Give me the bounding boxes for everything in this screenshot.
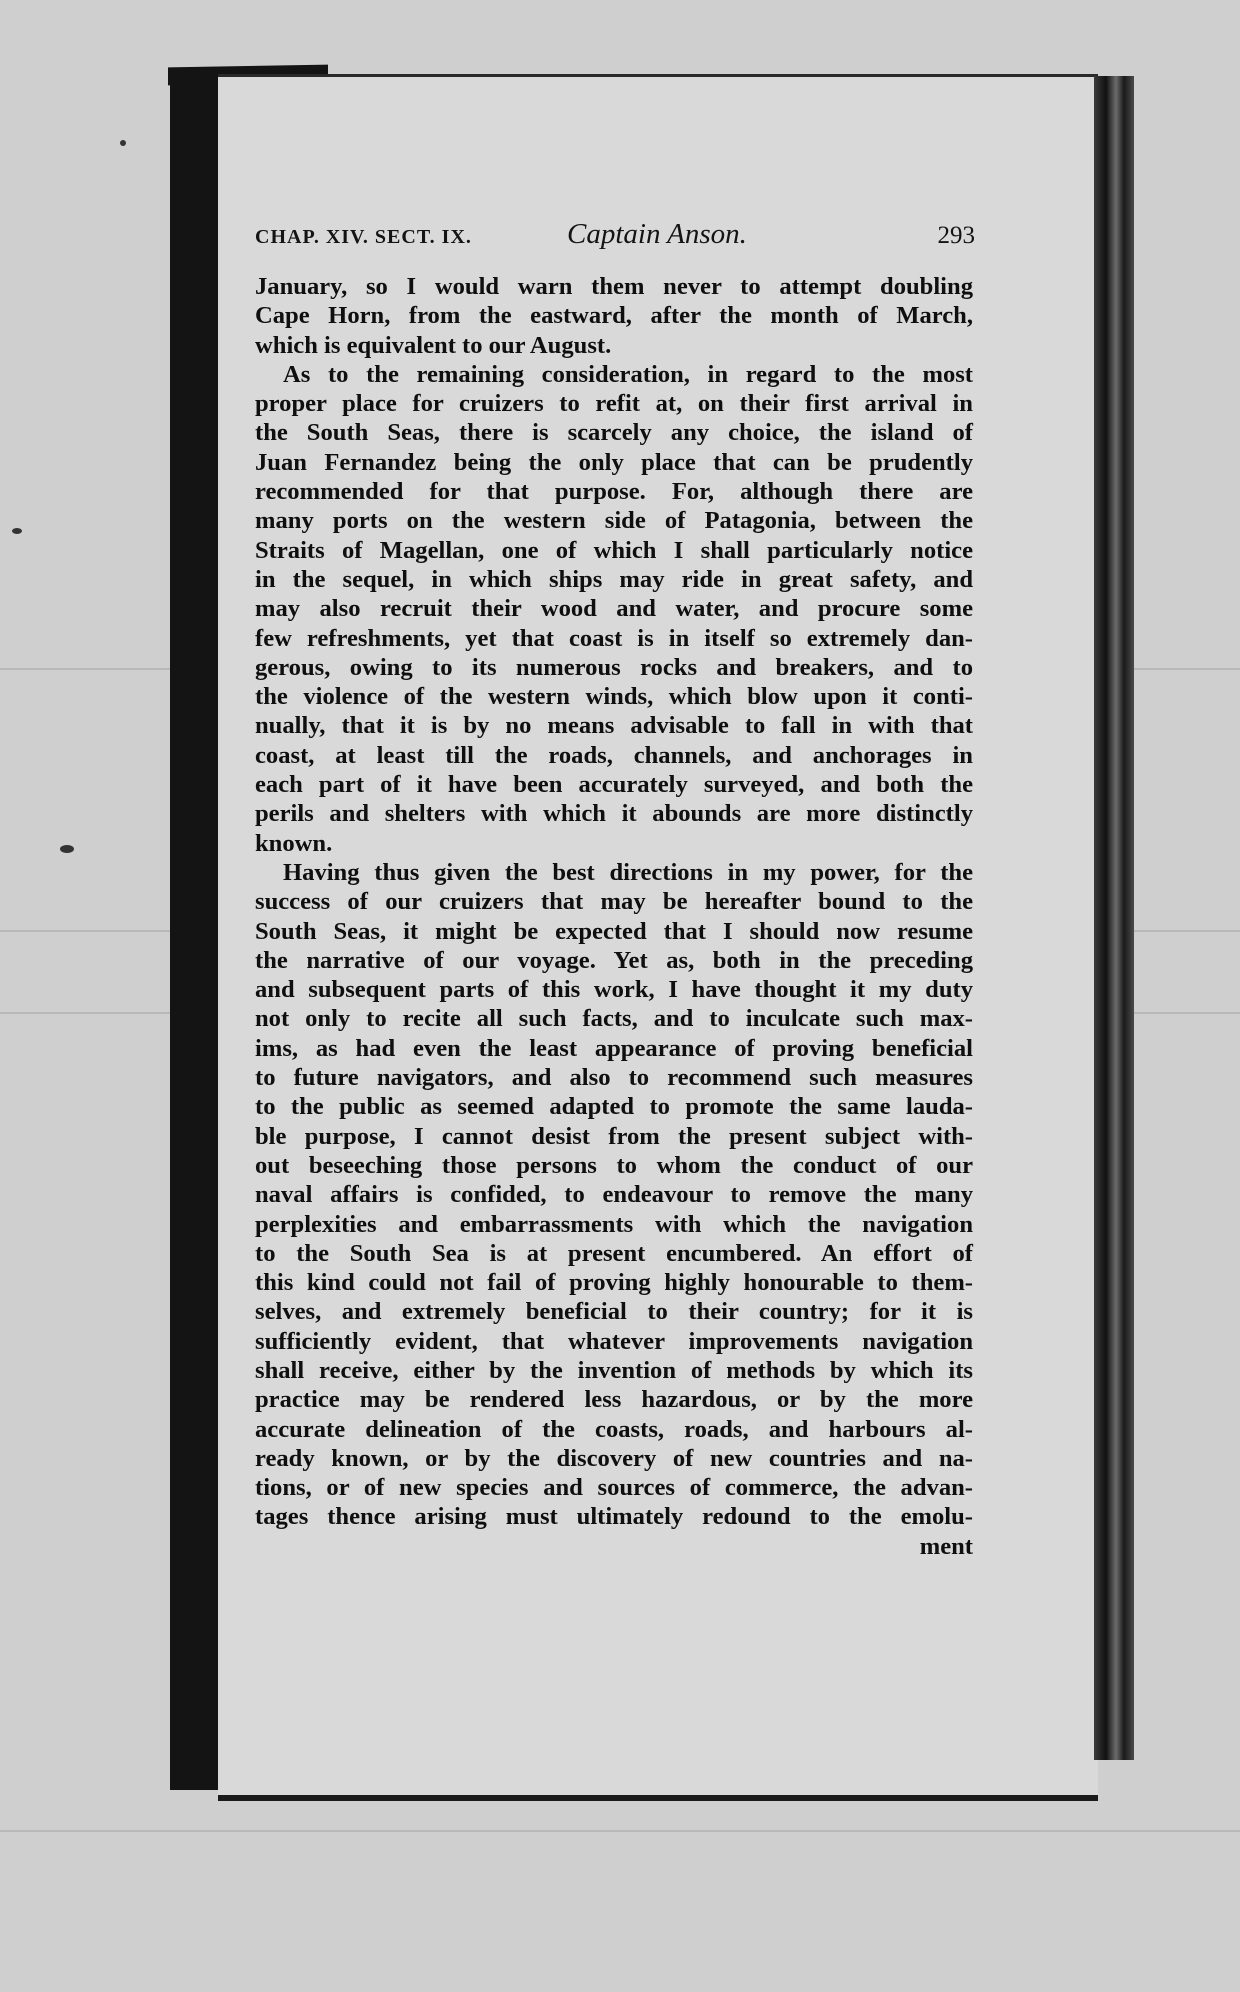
text-line: ims, as had even the least appearance of proving beneficial (255, 1034, 973, 1062)
text-line: Juan Fernandez being the only place that can be prudently (255, 448, 973, 476)
text-line: tions, or of new species and sources of commerce, the advan- (255, 1474, 973, 1502)
page-fore-edge (1094, 76, 1134, 1760)
text-line: accurate delineation of the coasts, roads, and harbours al- (255, 1415, 973, 1443)
text-line: recommended for that purpose. For, although there are (255, 478, 973, 506)
page-body-text (255, 272, 973, 1561)
text-line: practice may be rendered less hazardous, or by the more (255, 1386, 973, 1414)
text-line: not only to recite all such facts, and to inculcate such max- (255, 1005, 973, 1033)
text-line: Straits of Magellan, one of which I shall particularly notice (255, 536, 973, 564)
text-line: ready known, or by the discovery of new countries and na- (255, 1444, 973, 1472)
catchword: ment (919, 1532, 973, 1560)
text-line: known. (255, 829, 333, 857)
text-line: this kind could not fail of proving highly honourable to them- (255, 1269, 973, 1297)
text-line: coast, at least till the roads, channels, and anchorages in (255, 741, 973, 769)
scan-speck (12, 528, 22, 534)
text-line: As to the remaining consideration, in regard to the most (283, 360, 973, 388)
text-line: gerous, owing to its numerous rocks and breakers, and to (255, 653, 973, 681)
text-line: the South Seas, there is scarcely any choice, the island of (255, 419, 973, 447)
text-line: the violence of the western winds, which blow upon it conti- (255, 683, 973, 711)
scan-speck (60, 845, 74, 853)
text-line: which is equivalent to our August. (255, 331, 612, 359)
text-line: nually, that it is by no means advisable to fall in with that (255, 712, 973, 740)
text-line: Cape Horn, from the eastward, after the month of March, (255, 302, 973, 330)
page-number: 293 (937, 222, 975, 249)
text-line: out beseeching those persons to whom the conduct of our (255, 1151, 973, 1179)
text-line: proper place for cruizers to refit at, on their first arrival in (255, 390, 973, 418)
text-line: each part of it have been accurately surveyed, and both the (255, 771, 973, 799)
text-line: the narrative of our voyage. Yet as, both in the preceding (255, 946, 973, 974)
text-line: shall receive, either by the invention of methods by which its (255, 1356, 973, 1384)
scan-line (0, 1830, 1240, 1832)
running-head (255, 218, 975, 258)
text-line: in the sequel, in which ships may ride in great safety, and (255, 565, 973, 593)
text-line: ble purpose, I cannot desist from the present subject with- (255, 1122, 973, 1150)
scan-speck (120, 140, 126, 146)
text-line: perplexities and embarrassments with which the navigation (255, 1210, 973, 1238)
text-line: success of our cruizers that may be hereafter bound to the (255, 888, 973, 916)
chapter-section-label: CHAP. XIV. SECT. IX. (255, 226, 472, 248)
text-line: selves, and extremely beneficial to their country; for it is (255, 1298, 973, 1326)
text-line: Having thus given the best directions in my power, for the (283, 858, 973, 886)
text-line: many ports on the western side of Patagonia, between the (255, 507, 973, 535)
text-line: to the public as seemed adapted to promote the same lauda- (255, 1093, 973, 1121)
text-line: January, so I would warn them never to attempt doubling (255, 273, 973, 300)
text-line: few refreshments, yet that coast is in itself so extremely dan- (255, 624, 973, 652)
running-title: Captain Anson. (567, 218, 747, 250)
text-line: tages thence arising must ultimately redound to the emolu- (255, 1503, 973, 1531)
binding-edge (170, 80, 220, 1790)
text-line: perils and shelters with which it abounds are more distinctly (255, 800, 973, 828)
text-line: naval affairs is confided, to endeavour to remove the many (255, 1181, 973, 1209)
text-line: may also recruit their wood and water, and procure some (255, 595, 973, 623)
text-line: to the South Sea is at present encumbered. An effort of (255, 1239, 973, 1267)
text-line: sufficiently evident, that whatever improvements navigation (255, 1327, 973, 1355)
text-line: South Seas, it might be expected that I should now resume (255, 917, 973, 945)
text-line: and subsequent parts of this work, I have thought it my duty (255, 976, 973, 1004)
text-line: to future navigators, and also to recommend such measures (255, 1064, 973, 1092)
